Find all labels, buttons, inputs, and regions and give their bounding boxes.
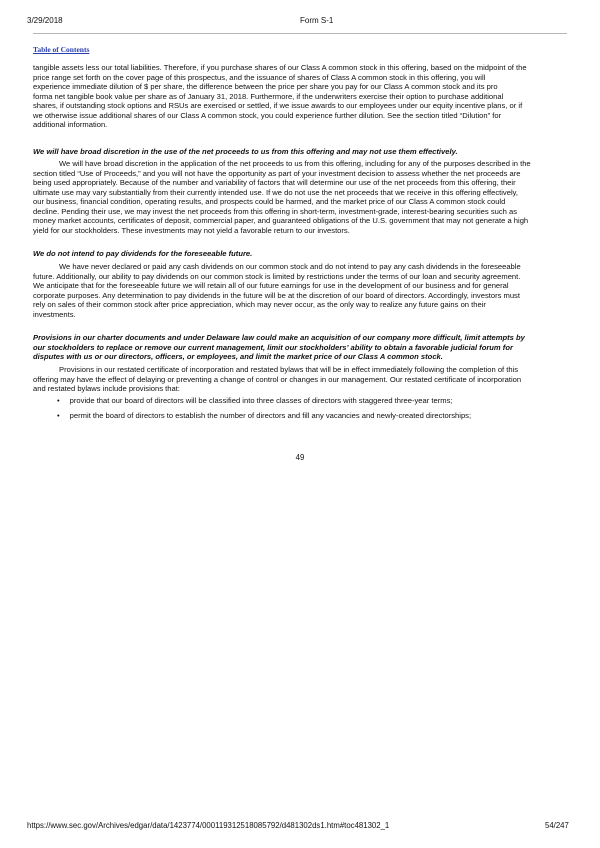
provisions-paragraph: Provisions in our restated certificate of incorporation and restated bylaws that will be in effect immediately following the completion of this offering may have the effect of delaying or preventing a change of control or changes in our management. Our restated certificate of incorporation and restated bylaws include provisions that: — [33, 365, 522, 393]
table-of-contents-link[interactable]: Table of Contents — [33, 45, 90, 54]
footer-url: https://www.sec.gov/Archives/edgar/data/1423774/000119312518085792/d481302ds1.htm#toc481302_1 — [27, 821, 390, 830]
bullet-item: • provide that our board of directors will be classified into three classes of directors with staggered three-year terms; — [57, 396, 453, 405]
bullet-icon: • — [57, 411, 60, 420]
section-heading-proceeds: We will have broad discretion in the use of the net proceeds to us from this offering and may not use them effectively. — [33, 147, 458, 156]
section-heading-provisions: Provisions in our charter documents and under Delaware law could make an acquisition of our company more difficult, limit attempts by our stockholders to replace or remove our current management, limit our stockholders’ ability to obtain a favorable judicial forum for disputes with us or our directors, officers, or employees, and limit the market price of our Class A common stock. — [33, 333, 525, 361]
footer-page-count: 54/247 — [545, 821, 569, 830]
bullet-item: • permit the board of directors to establish the number of directors and fill any vacancies and newly-created directorships; — [57, 411, 472, 420]
header-divider — [33, 33, 567, 34]
bullet-icon: • — [57, 396, 60, 405]
page-number: 49 — [295, 453, 305, 462]
document-title: Form S-1 — [300, 16, 334, 25]
print-date: 3/29/2018 — [27, 16, 63, 25]
dividends-paragraph: We have never declared or paid any cash dividends on our common stock and do not intend to pay any cash dividends in the foreseeable future. Additionally, our ability to pay dividends on our common stock is limited by restrictions under the terms of our loan and security agreement. We anticipate that for the foreseeable future we will retain all of our future earnings for use in the development of our business and for general corporate purposes. Any determination to pay dividends in the future will be at the discretion of our board of directors. Accordingly, investors must rely on sales of their common stock after price appreciation, which may never occur, as the only way to realize any future gains on their investments. — [33, 262, 521, 319]
section-heading-dividends: We do not intend to pay dividends for the foreseeable future. — [33, 249, 253, 258]
intro-paragraph: tangible assets less our total liabilities. Therefore, if you purchase shares of our Class A common stock in this offering, based on the midpoint of the price range set forth on the cover page of this prospectus, and the issuance of shares of Class A common stock in this offering, you will experience immediate dilution of $ per share, the difference between the price per share you pay for our Class A common stock and its pro forma net tangible book value per share as of January 31, 2018. Furthermore, if the underwriters exercise their option to purchase additional shares, if outstanding stock options and RSUs are exercised or settled, if we issue awards to our employees under our equity incentive plans, or if we otherwise issue additional shares of our Class A common stock, you could experience further dilution. See the section titled “Dilution” for additional information. — [33, 63, 527, 129]
proceeds-paragraph: We will have broad discretion in the application of the net proceeds to us from this offering, including for any of the purposes described in the section titled “Use of Proceeds,” and you will not have the opportunity as part of your investment decision to assess whether the net proceeds are being used appropriately. Because of the number and variability of factors that will determine our use of the net proceeds from this offering, their ultimate use may vary substantially from their currently intended use. If we do not use the net proceeds that we receive in this offering effectively, our business, financial condition, operating results, and prospects could be harmed, and the market price of our Class A common stock could decline. Pending their use, we may invest the net proceeds from this offering in short-term, investment-grade, interest-bearing securities such as money market accounts, certificates of deposit, commercial paper, and guaranteed obligations of the U.S. government that may not generate a high yield for our stockholders. These investments may not yield a favorable return to our investors. — [33, 159, 531, 235]
